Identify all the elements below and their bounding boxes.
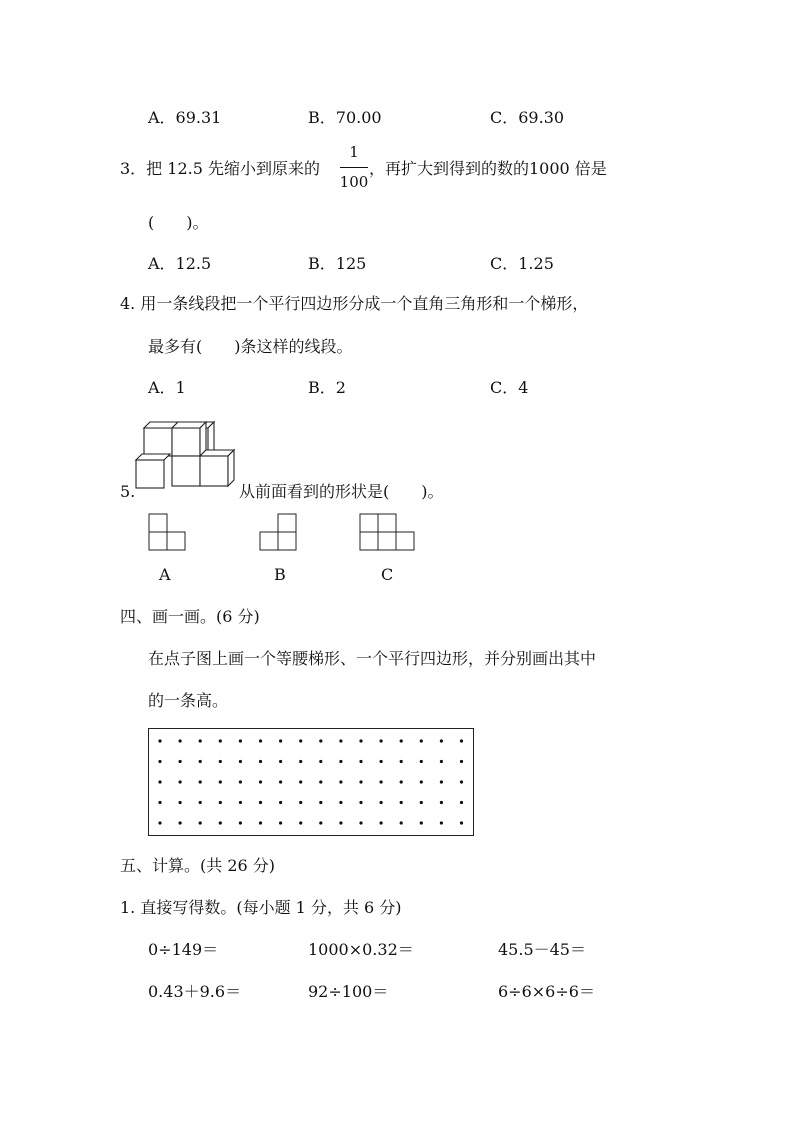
grid-dot[interactable] <box>339 801 342 804</box>
grid-dot[interactable] <box>339 760 342 763</box>
grid-dot[interactable] <box>299 760 302 763</box>
grid-dot[interactable] <box>359 739 362 742</box>
grid-dot[interactable] <box>440 801 443 804</box>
grid-dot[interactable] <box>179 739 182 742</box>
grid-dot[interactable] <box>359 821 362 824</box>
grid-dot[interactable] <box>460 739 463 742</box>
section-4-instruction-line-1: 在点子图上画一个等腰梯形、一个平行四边形，并分别画出其中 <box>148 649 597 668</box>
grid-dot[interactable] <box>239 780 242 783</box>
grid-dot[interactable] <box>259 801 262 804</box>
grid-dot[interactable] <box>319 760 322 763</box>
grid-dot[interactable] <box>279 780 282 783</box>
grid-dot[interactable] <box>380 739 383 742</box>
grid-dot[interactable] <box>359 760 362 763</box>
grid-dot[interactable] <box>279 760 282 763</box>
grid-dot[interactable] <box>259 821 262 824</box>
grid-dot[interactable] <box>239 739 242 742</box>
grid-dot[interactable] <box>460 821 463 824</box>
grid-dot[interactable] <box>219 760 222 763</box>
grid-dot[interactable] <box>359 801 362 804</box>
grid-dot[interactable] <box>239 760 242 763</box>
q5-label-a: A <box>159 565 171 584</box>
grid-dot[interactable] <box>279 821 282 824</box>
grid-dot[interactable] <box>199 821 202 824</box>
q3-answer-blank: ( )。 <box>148 213 209 232</box>
q3-option-a: A．12.5 <box>148 254 212 273</box>
grid-dot[interactable] <box>299 821 302 824</box>
q4-option-a: A．1 <box>148 378 186 397</box>
q5-option-b-figure <box>259 513 297 551</box>
grid-dot[interactable] <box>179 780 182 783</box>
grid-dot[interactable] <box>199 780 202 783</box>
q4-option-b: B．2 <box>308 378 346 397</box>
grid-dot[interactable] <box>319 821 322 824</box>
q4-line-2: 最多有( )条这样的线段。 <box>148 337 353 356</box>
q3-fraction-denominator: 100 <box>339 173 369 191</box>
grid-dot[interactable] <box>440 760 443 763</box>
q5-label-c: C <box>381 565 394 584</box>
q5-label-b: B <box>274 565 286 584</box>
q3-text-suffix: ，再扩大到得到的数的1000 倍是 <box>369 159 607 178</box>
q2-option-a: A．69.31 <box>148 108 222 127</box>
grid-dot[interactable] <box>339 780 342 783</box>
grid-dot[interactable] <box>279 739 282 742</box>
grid-dot[interactable] <box>219 821 222 824</box>
q2-option-c: C．69.30 <box>490 108 565 127</box>
grid-dot[interactable] <box>259 780 262 783</box>
grid-dot[interactable] <box>158 760 161 763</box>
grid-dot[interactable] <box>440 739 443 742</box>
q3-fraction-bar <box>340 167 368 168</box>
grid-dot[interactable] <box>199 760 202 763</box>
grid-dot[interactable] <box>199 801 202 804</box>
grid-dot[interactable] <box>179 760 182 763</box>
grid-dot[interactable] <box>279 801 282 804</box>
q5-option-a-figure <box>148 513 186 551</box>
grid-dot[interactable] <box>299 739 302 742</box>
grid-dot[interactable] <box>460 801 463 804</box>
grid-dot[interactable] <box>420 821 423 824</box>
q3-fraction-numerator: 1 <box>349 143 359 161</box>
grid-dot[interactable] <box>420 780 423 783</box>
q4-line-1: 4. 用一条线段把一个平行四边形分成一个直角三角形和一个梯形， <box>120 294 589 313</box>
grid-dot[interactable] <box>420 801 423 804</box>
grid-dot[interactable] <box>199 739 202 742</box>
grid-dot[interactable] <box>420 739 423 742</box>
q3-option-c: C．1.25 <box>490 254 554 273</box>
grid-dot[interactable] <box>319 801 322 804</box>
grid-dot[interactable] <box>179 821 182 824</box>
grid-dot[interactable] <box>259 760 262 763</box>
grid-dot[interactable] <box>158 801 161 804</box>
grid-dot[interactable] <box>239 801 242 804</box>
grid-dot[interactable] <box>219 801 222 804</box>
q5-number: 5. <box>120 482 136 501</box>
grid-dot[interactable] <box>380 780 383 783</box>
grid-dot[interactable] <box>400 801 403 804</box>
section-4-instruction-line-2: 的一条高。 <box>148 691 229 710</box>
dot-grid-drawing-area[interactable] <box>148 728 474 836</box>
q5-text: 从前面看到的形状是( )。 <box>239 482 444 501</box>
calc-problem: 92÷100＝ <box>308 982 389 1001</box>
grid-dot[interactable] <box>219 739 222 742</box>
grid-dot[interactable] <box>339 739 342 742</box>
grid-dot[interactable] <box>400 821 403 824</box>
q5-cube-stack-figure <box>130 415 242 497</box>
grid-dot[interactable] <box>400 760 403 763</box>
section-5-title: 五、计算。(共 26 分) <box>120 856 276 875</box>
grid-dot[interactable] <box>259 739 262 742</box>
calc-problem: 0.43＋9.6＝ <box>148 982 242 1001</box>
grid-dot[interactable] <box>158 821 161 824</box>
grid-dot[interactable] <box>319 780 322 783</box>
grid-dot[interactable] <box>239 821 242 824</box>
q3-text-prefix: 3．把 12.5 先缩小到原来的 <box>120 159 320 178</box>
grid-dot[interactable] <box>380 760 383 763</box>
grid-dot[interactable] <box>440 821 443 824</box>
q5-option-c-figure <box>359 513 415 551</box>
q4-option-c: C．4 <box>490 378 529 397</box>
calc-problem: 45.5－45＝ <box>498 940 586 959</box>
calc-problem: 6÷6×6÷6＝ <box>498 982 595 1001</box>
grid-dot[interactable] <box>339 821 342 824</box>
q2-option-b: B．70.00 <box>308 108 382 127</box>
grid-dot[interactable] <box>440 780 443 783</box>
grid-dot[interactable] <box>299 801 302 804</box>
grid-dot[interactable] <box>380 821 383 824</box>
grid-dot[interactable] <box>179 801 182 804</box>
grid-dot[interactable] <box>400 739 403 742</box>
grid-dot[interactable] <box>299 780 302 783</box>
grid-dot[interactable] <box>158 780 161 783</box>
grid-dot[interactable] <box>319 739 322 742</box>
grid-dot[interactable] <box>158 739 161 742</box>
section-4-title: 四、画一画。(6 分) <box>120 607 260 626</box>
grid-dot[interactable] <box>380 801 383 804</box>
grid-dot[interactable] <box>460 780 463 783</box>
grid-dot[interactable] <box>420 760 423 763</box>
grid-dot[interactable] <box>359 780 362 783</box>
calc-problem: 1000×0.32＝ <box>308 940 414 959</box>
q3-option-b: B．125 <box>308 254 367 273</box>
calc-problem: 0÷149＝ <box>148 940 219 959</box>
grid-dot[interactable] <box>400 780 403 783</box>
grid-dot[interactable] <box>219 780 222 783</box>
section-5-subquestion-1: 1. 直接写得数。(每小题 1 分，共 6 分) <box>120 898 402 917</box>
grid-dot[interactable] <box>460 760 463 763</box>
